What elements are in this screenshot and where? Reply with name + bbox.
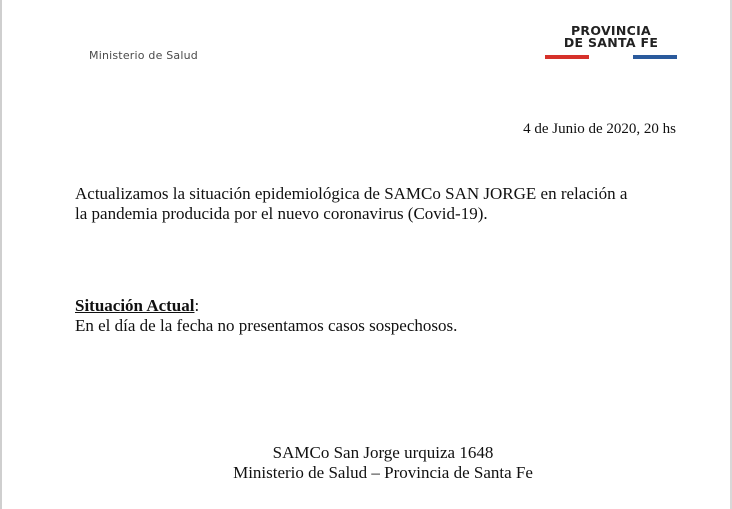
status-heading-line — [75, 296, 675, 316]
logo-line-2: DE SANTA FE — [563, 35, 659, 50]
status-section — [75, 296, 675, 336]
logo-line-1: PROVINCIA — [570, 23, 652, 38]
document-date: 4 de Junio de 2020, 20 hs — [523, 121, 676, 137]
status-heading-colon: : — [194, 296, 200, 315]
ministry-label: Ministerio de Salud — [89, 49, 198, 62]
footer-ministry: Ministerio de Salud – Provincia de Santa Fe — [233, 463, 533, 482]
status-text: En el día de la fecha no presentamos casos sospechosos. — [75, 316, 458, 335]
footer-address: SAMCo San Jorge urquiza 1648 — [272, 443, 494, 462]
logo-color-bars — [545, 55, 677, 60]
intro-paragraph: Actualizamos la situación epidemiológica de SAMCo SAN JORGE en relación a la pandemia producida por el nuevo coronavirus (Covid-19). — [75, 184, 628, 223]
logo-blue-bar — [633, 55, 677, 59]
status-heading: Situación Actual — [75, 296, 195, 315]
logo-red-bar — [545, 55, 589, 59]
provincia-santa-fe-logo — [545, 25, 677, 63]
footer — [0, 443, 732, 483]
page-left-border — [0, 0, 2, 509]
